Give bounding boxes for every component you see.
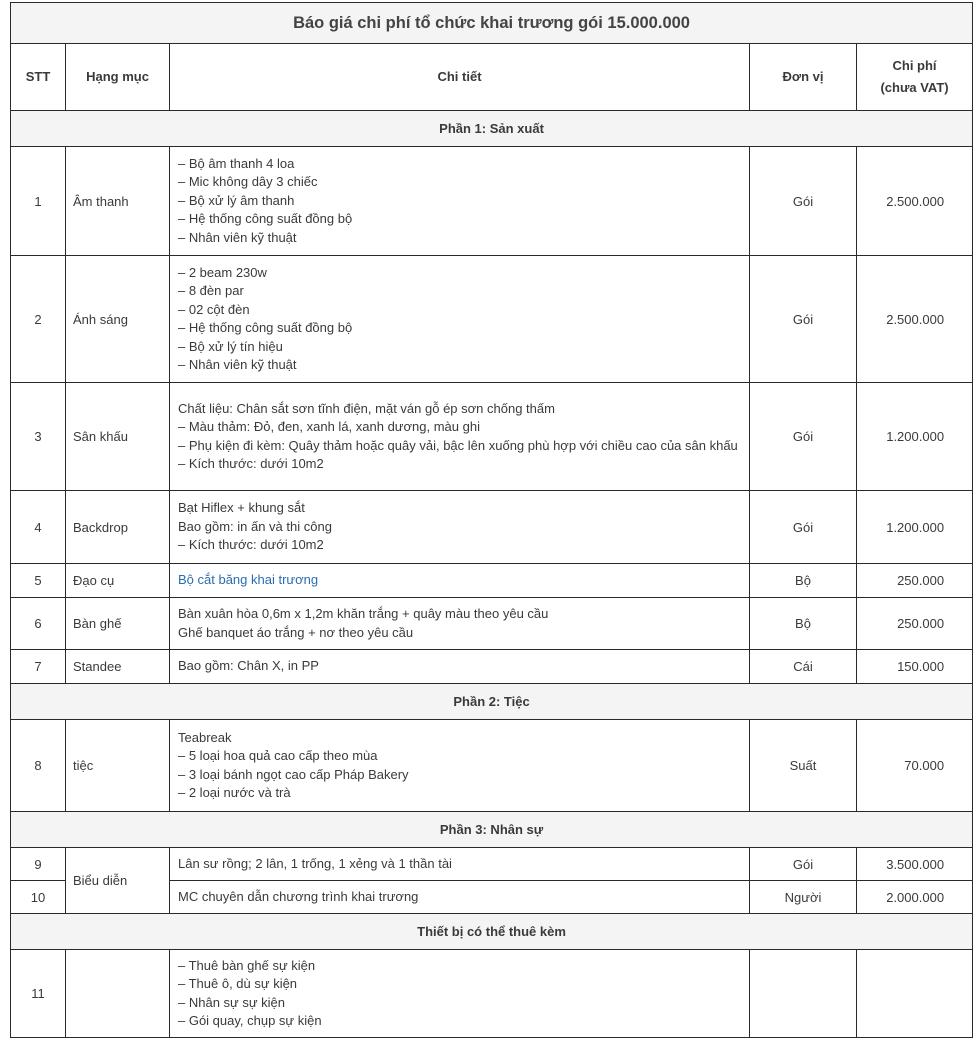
row-unit: Gói [750, 491, 857, 564]
detail-line: MC chuyên dẫn chương trình khai trương [178, 888, 419, 904]
detail-line: Bao gồm: in ấn và thi công [178, 518, 332, 534]
row-category: Biểu diễn [66, 848, 170, 914]
section-extra-equipment: Thiết bị có thể thuê kèm [11, 914, 973, 950]
header-detail: Chi tiết [170, 44, 750, 111]
row-details [170, 650, 750, 684]
header-cost-line1: Chi phí [892, 58, 937, 73]
table-row [11, 598, 973, 650]
row-details [170, 720, 750, 812]
header-stt: STT [11, 44, 66, 111]
detail-line: Bạt Hiflex + khung sắt [178, 500, 305, 516]
detail-line: – 2 loại nước và trà [178, 785, 291, 800]
detail-line: – Bộ âm thanh 4 loa [178, 155, 295, 171]
row-details [170, 598, 750, 650]
detail-line: – 02 cột đèn [178, 301, 250, 317]
detail-line: Lân sư rồng; 2 lân, 1 trống, 1 xẻng và 1 thần tài [178, 855, 452, 871]
row-category: Sân khấu [66, 383, 170, 491]
table-row [11, 383, 973, 491]
section-party: Phần 2: Tiệc [11, 684, 973, 720]
row-category: Bàn ghế [66, 598, 170, 650]
detail-line: – Kích thước: dưới 10m2 [178, 456, 324, 471]
row-cost: 250.000 [857, 598, 973, 650]
detail-line: – Mic không dây 3 chiếc [178, 174, 318, 190]
row-category: tiệc [66, 720, 170, 812]
row-cost: 150.000 [857, 650, 973, 684]
detail-line: – Hệ thống công suất đồng bộ [178, 320, 353, 335]
row-category [66, 950, 170, 1038]
row-stt: 5 [11, 564, 66, 598]
table-row [11, 650, 973, 684]
header-row [11, 44, 973, 111]
table-row [11, 564, 973, 598]
row-stt: 1 [11, 147, 66, 256]
row-cost: 2.500.000 [857, 147, 973, 256]
detail-line: – Thuê ô, dù sự kiện [178, 976, 298, 991]
row-unit: Người [750, 881, 857, 914]
detail-line: Chất liệu: Chân sắt sơn tĩnh điện, mặt ván gỗ ép sơn chống thấm [178, 400, 555, 416]
row-category: Standee [66, 650, 170, 684]
row-unit [750, 950, 857, 1038]
detail-line: Ghế banquet áo trắng + nơ theo yêu cầu [178, 624, 414, 640]
detail-line: – Nhân viên kỹ thuật [178, 229, 297, 245]
row-stt: 10 [11, 881, 66, 914]
table-title: Báo giá chi phí tổ chức khai trương gói 15.000.000 [11, 3, 973, 44]
row-stt: 2 [11, 256, 66, 383]
detail-line: – Thuê bàn ghế sự kiện [178, 957, 316, 973]
row-stt: 3 [11, 383, 66, 491]
detail-line: – 3 loại bánh ngọt cao cấp Pháp Bakery [178, 766, 409, 782]
detail-line: – Kích thước: dưới 10m2 [178, 537, 324, 553]
ribbon-cutting-link[interactable]: Bộ cắt băng khai trương [178, 572, 319, 588]
detail-line: – Nhân viên kỹ thuật [178, 357, 297, 372]
row-cost: 250.000 [857, 564, 973, 598]
row-details [170, 383, 750, 491]
detail-line: Bao gồm: Chân X, in PP [178, 658, 319, 674]
row-cost: 2.000.000 [857, 881, 973, 914]
row-category: Ánh sáng [66, 256, 170, 383]
header-category: Hạng mục [66, 44, 170, 111]
table-row [11, 720, 973, 812]
table-row [11, 491, 973, 564]
row-cost: 2.500.000 [857, 256, 973, 383]
header-cost-line2: (chưa VAT) [880, 80, 949, 95]
row-unit: Gói [750, 256, 857, 383]
detail-line: Teabreak [178, 729, 232, 745]
detail-line: – Gói quay, chụp sự kiện [178, 1013, 322, 1028]
detail-line: – 5 loại hoa quả cao cấp theo mùa [178, 748, 378, 763]
price-quote-table [10, 2, 973, 1038]
row-cost: 1.200.000 [857, 491, 973, 564]
row-cost: 3.500.000 [857, 848, 973, 881]
row-unit: Gói [750, 147, 857, 256]
detail-line: – Bộ xử lý âm thanh [178, 192, 295, 208]
row-category: Đạo cụ [66, 564, 170, 598]
table-row [11, 147, 973, 256]
row-details [170, 564, 750, 598]
detail-line: Bàn xuân hòa 0,6m x 1,2m khăn trắng + quây màu theo yêu cầu [178, 606, 549, 621]
detail-line: – Phụ kiện đi kèm: Quây thảm hoặc quây vải, bậc lên xuống phù hợp với chiều cao của sân khấu [178, 437, 738, 453]
row-stt: 4 [11, 491, 66, 564]
row-details [170, 881, 750, 914]
row-unit: Bộ [750, 598, 857, 650]
row-cost: 70.000 [857, 720, 973, 812]
row-unit: Gói [750, 383, 857, 491]
detail-line: – Nhân sự sự kiện [178, 994, 286, 1010]
row-details [170, 147, 750, 256]
row-unit: Cái [750, 650, 857, 684]
detail-line: – Hệ thống công suất đồng bộ [178, 211, 353, 227]
table-row [11, 950, 973, 1038]
section-staff: Phần 3: Nhân sự [11, 812, 973, 848]
detail-line: – Màu thảm: Đỏ, đen, xanh lá, xanh dương, màu ghi [178, 419, 480, 434]
row-stt: 9 [11, 848, 66, 881]
row-category: Backdrop [66, 491, 170, 564]
row-details [170, 950, 750, 1038]
row-details [170, 491, 750, 564]
detail-line: – Bộ xử lý tín hiệu [178, 338, 283, 354]
row-unit: Bộ [750, 564, 857, 598]
row-stt: 11 [11, 950, 66, 1038]
table-row [11, 848, 973, 881]
row-details [170, 256, 750, 383]
row-stt: 8 [11, 720, 66, 812]
row-details [170, 848, 750, 881]
table-row [11, 256, 973, 383]
row-cost [857, 950, 973, 1038]
price-quote-table-wrapper [10, 2, 972, 1038]
row-category: Âm thanh [66, 147, 170, 256]
detail-line: – 8 đèn par [178, 283, 244, 298]
header-cost [857, 44, 973, 111]
row-unit: Gói [750, 848, 857, 881]
header-unit: Đơn vị [750, 44, 857, 111]
row-unit: Suất [750, 720, 857, 812]
row-stt: 7 [11, 650, 66, 684]
detail-line: – 2 beam 230w [178, 264, 267, 280]
row-stt: 6 [11, 598, 66, 650]
row-cost: 1.200.000 [857, 383, 973, 491]
section-production: Phần 1: Sản xuất [11, 111, 973, 147]
